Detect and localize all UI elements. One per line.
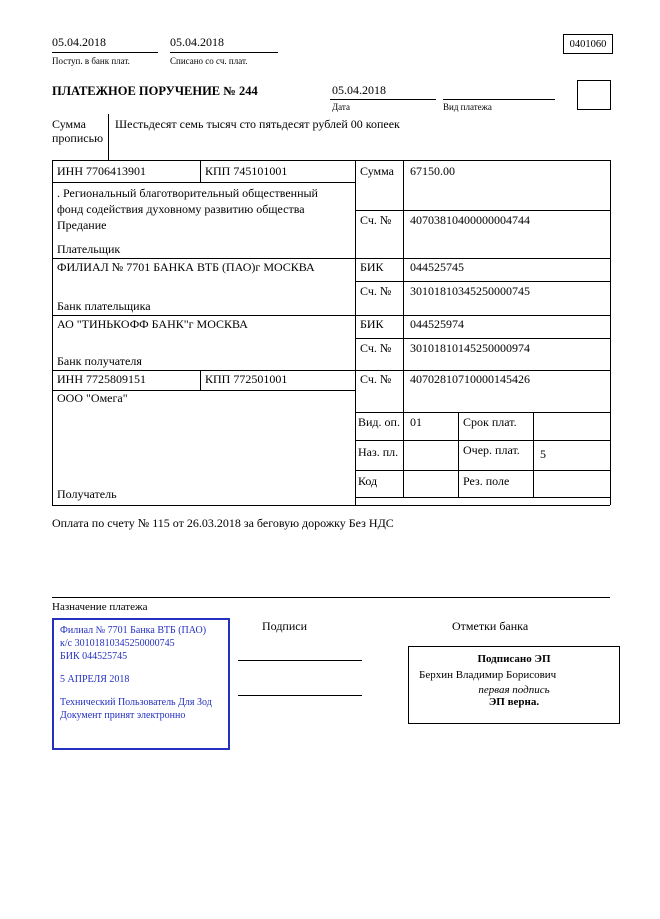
divider xyxy=(355,281,610,282)
payment-type-label: Вид платежа xyxy=(443,102,492,112)
esignature-kind: первая подпись xyxy=(478,683,550,696)
payee-bank-bik-label: БИК xyxy=(360,317,384,331)
divider xyxy=(355,470,610,471)
divider xyxy=(330,99,436,100)
payer-name-line2: фонд содействия духовному развитию общества xyxy=(57,202,305,216)
divider xyxy=(443,99,555,100)
divider xyxy=(533,412,534,497)
divider xyxy=(355,440,610,441)
divider xyxy=(52,597,610,598)
form-code-box xyxy=(563,34,613,54)
bank-stamp-line4: 5 АПРЕЛЯ 2018 xyxy=(60,674,130,685)
payee-name: ООО "Омега" xyxy=(57,391,128,405)
divider xyxy=(52,258,610,259)
divider xyxy=(355,412,610,413)
divider xyxy=(52,182,355,183)
payer-kpp: КПП 745101001 xyxy=(205,164,288,178)
signature-line xyxy=(238,660,362,661)
payment-purpose-text: Оплата по счету № 115 от 26.03.2018 за беговую дорожку Без НДС xyxy=(52,516,394,530)
payee-inn: ИНН 7725809151 xyxy=(57,372,146,386)
esignature-stamp xyxy=(408,646,620,724)
priority-value: 5 xyxy=(540,447,546,461)
payee-bank-bik: 044525974 xyxy=(410,317,464,331)
payee-kpp: КПП 772501001 xyxy=(205,372,288,386)
payer-account: 40703810400000004744 xyxy=(410,213,530,227)
received-date-label: Поступ. в банк плат. xyxy=(52,56,130,66)
payer-bank-label: Банк плательщика xyxy=(57,299,151,313)
payer-label: Плательщик xyxy=(57,242,121,256)
document-date: 05.04.2018 xyxy=(332,83,386,97)
divider xyxy=(52,160,610,161)
bank-stamp-line1: Филиал № 7701 Банка ВТБ (ПАО) xyxy=(60,625,207,636)
payer-name-line1: . Региональный благотворительный общественный xyxy=(57,186,318,200)
bank-stamp-line3: БИК 044525745 xyxy=(60,651,128,662)
sum-label: Сумма xyxy=(360,164,394,178)
divider xyxy=(170,52,278,53)
bank-marks-title: Отметки банка xyxy=(452,619,529,633)
payer-bank-account: 30101810345250000745 xyxy=(410,284,530,298)
payment-type-box xyxy=(577,80,611,110)
esignature-title: Подписано ЭП xyxy=(477,653,551,665)
payment-purpose-label: Назначение платежа xyxy=(52,601,148,613)
date-label: Дата xyxy=(332,102,350,112)
payee-account: 40702810710000145426 xyxy=(410,372,530,386)
payee-bank-account-label: Сч. № xyxy=(360,341,392,355)
payee-bank-account: 30101810145250000974 xyxy=(410,341,530,355)
spacer xyxy=(60,663,222,673)
bank-stamp-line5: Технический Пользователь Для Зод xyxy=(60,697,212,708)
sum-value: 67150.00 xyxy=(410,164,455,178)
payee-label: Получатель xyxy=(57,487,117,501)
divider xyxy=(52,160,53,505)
esignature-signer: Берхин Владимир Борисович xyxy=(419,668,557,681)
debited-date-label: Списано со сч. плат. xyxy=(170,56,248,66)
amount-label-1: Сумма xyxy=(52,117,86,131)
debited-date: 05.04.2018 xyxy=(170,35,224,49)
payer-bank-bik: 044525745 xyxy=(410,260,464,274)
divider xyxy=(108,114,109,160)
document-title: ПЛАТЕЖНОЕ ПОРУЧЕНИЕ № 244 xyxy=(52,84,258,98)
received-date: 05.04.2018 xyxy=(52,35,106,49)
purpose-code-label: Наз. пл. xyxy=(358,445,399,459)
payee-account-label: Сч. № xyxy=(360,372,392,386)
divider xyxy=(355,338,610,339)
divider xyxy=(610,160,611,505)
spacer xyxy=(60,686,222,696)
payer-bank-bik-label: БИК xyxy=(360,260,384,274)
payer-inn: ИНН 7706413901 xyxy=(57,164,146,178)
divider xyxy=(52,370,610,371)
divider xyxy=(200,370,201,390)
op-type-value: 01 xyxy=(410,415,422,429)
divider xyxy=(200,160,201,182)
op-type-label: Вид. оп. xyxy=(358,415,400,429)
divider xyxy=(52,315,610,316)
divider xyxy=(355,497,610,498)
payee-bank-label: Банк получателя xyxy=(57,354,142,368)
bank-stamp-line6: Документ принят электронно xyxy=(60,710,186,721)
divider xyxy=(355,160,356,505)
bank-stamp xyxy=(52,618,230,750)
payer-name-line3: Предание xyxy=(57,218,107,232)
pay-term-label: Срок плат. xyxy=(463,415,517,429)
reserve-field-label: Рез. поле xyxy=(463,474,510,488)
divider xyxy=(458,412,459,497)
signatures-title: Подписи xyxy=(262,619,308,633)
payer-bank-name: ФИЛИАЛ № 7701 БАНКА ВТБ (ПАО)г МОСКВА xyxy=(57,260,315,274)
form-code: 0401060 xyxy=(569,38,607,50)
esignature-valid: ЭП верна. xyxy=(488,695,540,708)
priority-label: Очер. плат. xyxy=(463,443,520,457)
divider xyxy=(52,505,610,506)
payer-account-label: Сч. № xyxy=(360,213,392,227)
payee-bank-name: АО "ТИНЬКОФФ БАНК"г МОСКВА xyxy=(57,317,248,331)
bank-stamp-line2: к/с 30101810345250000745 xyxy=(60,638,175,649)
amount-label-2: прописью xyxy=(52,131,104,145)
code-label: Код xyxy=(358,474,378,488)
payer-bank-account-label: Сч. № xyxy=(360,284,392,298)
divider xyxy=(52,52,158,53)
amount-in-words: Шестьдесят семь тысяч сто пятьдесят рублей 00 копеек xyxy=(115,117,400,131)
divider xyxy=(355,210,610,211)
signature-line xyxy=(238,695,362,696)
